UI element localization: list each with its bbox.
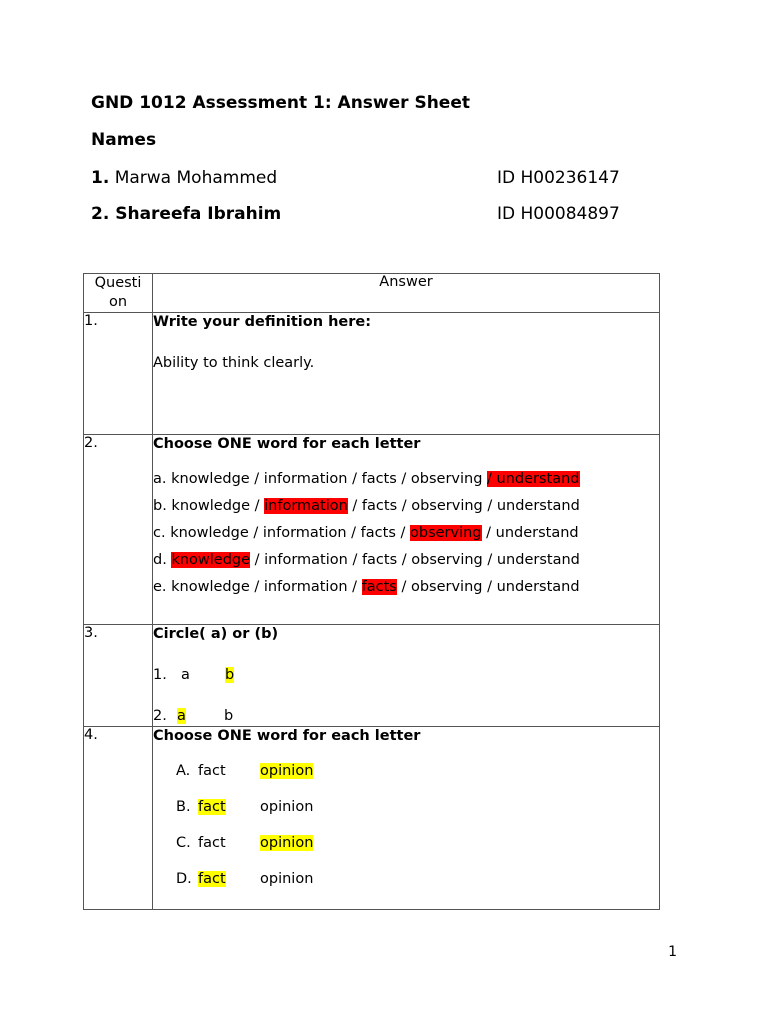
fact-opinion-item-a (176, 762, 659, 781)
option-b: b (224, 708, 234, 724)
table-header-row (84, 274, 660, 313)
choice-text: / observing / understand (396, 579, 580, 595)
table-row-question-1 (84, 313, 660, 435)
table-row-question-3 (84, 625, 660, 727)
item-number: 1. (153, 667, 167, 683)
choice-text: b. knowledge / (153, 498, 265, 514)
question-number: 4. (84, 727, 153, 910)
choice-text: / facts / observing / understand (347, 498, 580, 514)
definition-answer: Ability to think clearly. (153, 355, 315, 371)
student-1-id: ID H00236147 (497, 168, 620, 188)
selected-word: knowledge (171, 552, 251, 568)
choice-text: d. (153, 552, 172, 568)
circle-item-1 (153, 666, 659, 685)
option-a-selected: a (177, 708, 186, 724)
student-1-number: 1. (91, 168, 110, 188)
item-letter: D. (176, 871, 192, 887)
word-choice-row-a (153, 470, 659, 489)
choice-text: c. knowledge / information / facts / (153, 525, 410, 541)
fact-opinion-item-c (176, 834, 659, 853)
question-number: 2. (84, 435, 153, 625)
answer-cell (153, 727, 660, 910)
option-fact-selected: fact (198, 871, 226, 887)
item-number: 2. (153, 708, 167, 724)
column-header-question (84, 274, 153, 313)
choice-text: e. knowledge / information / (153, 579, 362, 595)
word-choice-row-c (153, 524, 659, 543)
option-b-selected: b (225, 667, 235, 683)
answer-cell (153, 625, 660, 727)
word-choice-row-d (153, 551, 659, 570)
names-heading: Names (91, 130, 157, 150)
page-number: 1 (668, 944, 677, 960)
word-choice-row-b (153, 497, 659, 516)
fact-opinion-item-d (176, 870, 659, 889)
selected-word: / understand (487, 471, 580, 487)
question-prompt: Circle( a) or (b) (153, 626, 279, 642)
document-title: GND 1012 Assessment 1: Answer Sheet (91, 93, 470, 113)
item-letter: A. (176, 763, 191, 779)
selected-word: observing (410, 525, 482, 541)
column-header-question-line1: Questi (94, 275, 142, 291)
answer-cell (153, 313, 660, 435)
student-1-name (91, 168, 277, 188)
question-prompt: Choose ONE word for each letter (153, 728, 421, 744)
selected-word: information (264, 498, 348, 514)
question-prompt: Choose ONE word for each letter (153, 436, 421, 452)
column-header-question-line2: on (108, 294, 128, 310)
question-number: 1. (84, 313, 153, 435)
word-choice-row-e (153, 578, 659, 597)
student-2-number: 2. (91, 204, 110, 224)
choice-text: a. knowledge / information / facts / observing (153, 471, 488, 487)
option-opinion: opinion (260, 799, 314, 815)
table-row-question-2 (84, 435, 660, 625)
choice-text: / understand (481, 525, 579, 541)
option-a: a (181, 667, 190, 683)
option-opinion: opinion (260, 871, 314, 887)
option-opinion-selected: opinion (260, 763, 314, 779)
question-prompt: Write your definition here: (153, 314, 372, 330)
answer-cell (153, 435, 660, 625)
table-row-question-4 (84, 727, 660, 910)
student-2-name-text: Shareefa Ibrahim (115, 204, 282, 224)
selected-word: facts (361, 579, 397, 595)
student-1-name-text: Marwa Mohammed (114, 168, 278, 188)
choice-text: / information / facts / observing / understand (250, 552, 580, 568)
item-letter: C. (176, 835, 191, 851)
item-letter: B. (176, 799, 191, 815)
question-number: 3. (84, 625, 153, 727)
option-opinion-selected: opinion (260, 835, 314, 851)
option-fact: fact (198, 763, 226, 779)
answer-table (83, 273, 660, 910)
circle-item-2 (153, 707, 659, 726)
student-2-name (91, 204, 281, 224)
option-fact: fact (198, 835, 226, 851)
fact-opinion-item-b (176, 798, 659, 817)
option-fact-selected: fact (198, 799, 226, 815)
column-header-answer: Answer (153, 274, 660, 313)
student-2-id: ID H00084897 (497, 204, 620, 224)
